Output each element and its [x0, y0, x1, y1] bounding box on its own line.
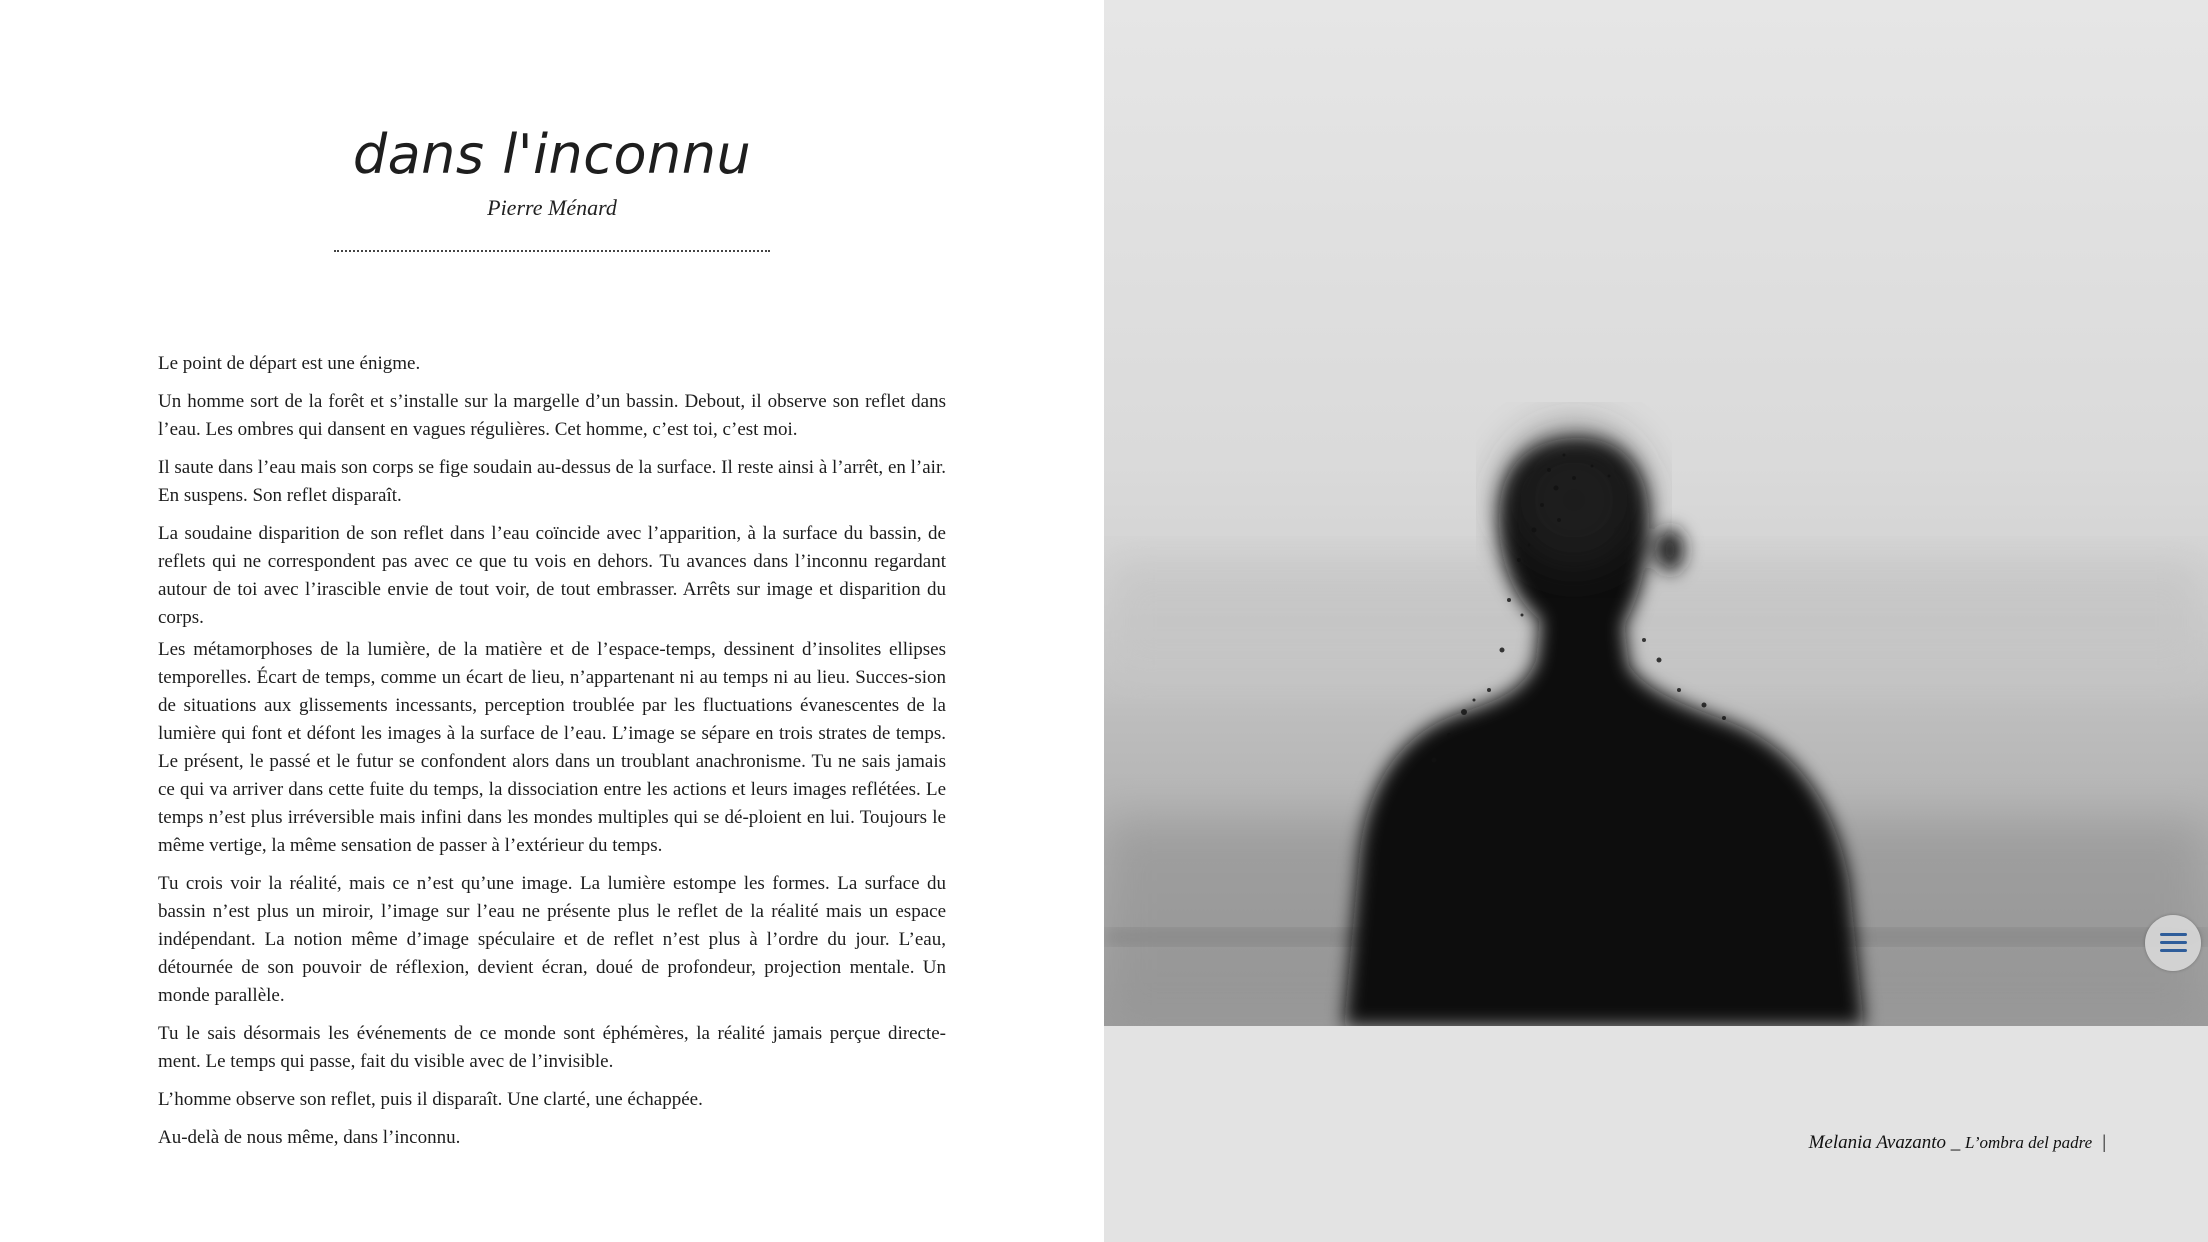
silhouette-photo-image [1104, 0, 2208, 1026]
paragraph: Le point de départ est une énigme. [158, 353, 421, 374]
menu-button[interactable] [2145, 915, 2201, 971]
paragraph: Il saute dans l’eau mais son corps se fige soudain au-dessus de la surface. Il reste ainsi à l’arrêt, en l’air. En suspens. Son reflet disparaît. [158, 457, 946, 506]
article-author: Pierre Ménard [487, 195, 617, 220]
caption-separator: _ [1946, 1132, 1965, 1153]
paragraph: L’homme observe son reflet, puis il disparaît. Une clarté, une échappée. [158, 1089, 703, 1110]
paragraph: La soudaine disparition de son reflet dans l’eau coïncide avec l’apparition, à la surface du bassin, de reflets qui ne correspondent pas avec ce que tu vois en dehors. Tu avances dans l’inconnu regardant autour de toi avec l’irascible envie de tout voir, de tout embrasser. Arrêts sur image et disparition du corps. [158, 523, 946, 628]
hamburger-menu-icon [2160, 933, 2187, 936]
paragraph: Au-delà de nous même, dans l’inconnu. [158, 1127, 461, 1148]
caption-work-title: L’ombra del padre [1965, 1133, 2093, 1152]
caption-divider: | [2102, 1132, 2106, 1153]
photo-caption [1500, 1128, 2106, 1158]
paragraph: Tu le sais désormais les événements de ce monde sont éphémères, la réalité jamais perçue directe-ment. Le temps qui passe, fait du visible avec de l’invisible. [158, 1023, 946, 1072]
paragraph: Un homme sort de la forêt et s’installe sur la margelle d’un bassin. Debout, il observe son reflet dans l’eau. Les ombres qui dansent en vagues régulières. Cet homme, c’est toi, c’est moi. [158, 391, 946, 440]
title-divider [334, 250, 770, 252]
paragraph: Tu crois voir la réalité, mais ce n’est qu’une image. La lumière estompe les formes. La surface du bassin n’est plus un miroir, l’image sur l’eau ne présente plus le reflet de la réalité mais un espace indépendant. La notion même d’image spéculaire et de reflet n’est plus à l’ordre du jour. L’eau, détournée de son pouvoir de réflexion, devient écran, doué de profondeur, projection mentale. Un monde parallèle. [158, 873, 946, 1006]
paragraph: Les métamorphoses de la lumière, de la matière et de l’espace-temps, dessinent d’insolites ellipses temporelles. Écart de temps, comme un écart de lieu, n’appartenant ni au temps ni au lieu. Succes-sion de situations aux glissements incessants, perception troublée par les fluctuations évanescentes de la lumière qui font et défont les images à la surface de l’eau. L’image se sépare en trois strates de temps. Le présent, le passé et le futur se confondent alors dans un troublant anachronisme. Tu ne sais jamais ce qui va arriver dans cette fuite du temps, la dissociation entre les actions et leurs images reflétées. Le temps n’est plus irréversible mais infini dans les mondes multiples qui se dé-ploient en lui. Toujours le même vertige, la même sensation de passer à l’extérieur du temps. [158, 639, 946, 856]
photograph [1104, 0, 2208, 1026]
caption-artist: Melania Avazanto [1808, 1132, 1946, 1153]
article-body [158, 350, 946, 1162]
article-title: dans l'inconnu [352, 123, 752, 186]
